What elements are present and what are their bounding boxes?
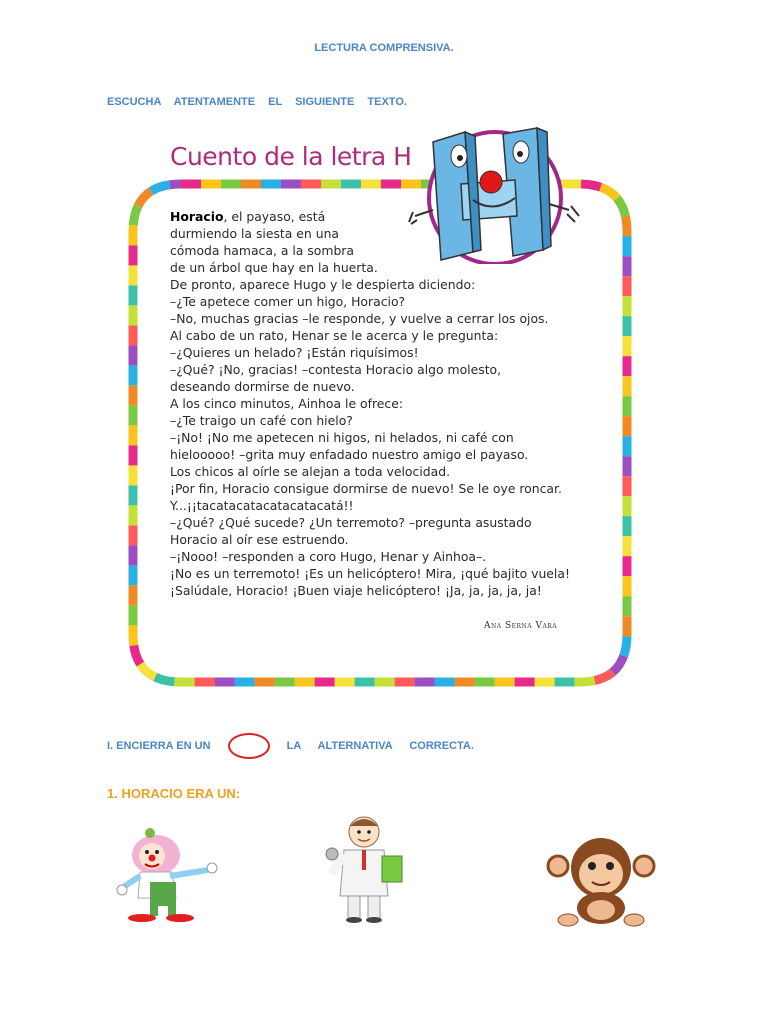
story-line: Y...¡¡tacatacatacatacatacatá!! xyxy=(170,498,354,513)
story-line: –¿Qué? ¡No, gracias! –contesta Horacio algo molesto, xyxy=(170,362,502,377)
question-1: 1. HORACIO ERA UN: xyxy=(107,786,241,801)
story-first-line: Horacio, el payaso, está xyxy=(170,209,326,224)
section-instruction: I. ENCIERRA EN UN LA ALTERNATIVA CORRECTA. xyxy=(107,733,474,759)
story-line: deseando dormirse de nuevo. xyxy=(170,379,355,394)
story-line: –No, muchas gracias –le responde, y vuelve a cerrar los ojos. xyxy=(170,311,549,326)
story-title: Cuento de la letra H xyxy=(170,142,412,171)
story-line: Al cabo de un rato, Henar se le acerca y le pregunta: xyxy=(170,328,499,343)
story-line: cómoda hamaca, a la sombra xyxy=(170,243,354,258)
monkey-option-icon[interactable] xyxy=(546,836,656,928)
story-text xyxy=(170,208,590,599)
page-title: LECTURA COMPRENSIVA. xyxy=(314,42,454,54)
story-author: Ana Serna Vara xyxy=(484,621,558,631)
red-circle-icon xyxy=(228,733,270,759)
instruction-text: ESCUCHA ATENTAMENTE EL SIGUIENTE TEXTO. xyxy=(107,96,407,108)
story-line: –¿Te traigo un café con hielo? xyxy=(170,413,353,428)
story-line: A los cinco minutos, Ainhoa le ofrece: xyxy=(170,396,404,411)
story-line: –¿Quieres un helado? ¡Están riquísimos! xyxy=(170,345,419,360)
story-line: ¡Por fin, Horacio consigue dormirse de nuevo! Se le oye roncar. xyxy=(170,481,562,496)
story-first-word: Horacio xyxy=(170,209,224,224)
story-line: De pronto, aparece Hugo y le despierta diciendo: xyxy=(170,277,476,292)
story-line: Horacio al oír ese estruendo. xyxy=(170,532,349,547)
story-line: de un árbol que hay en la huerta. xyxy=(170,260,378,275)
story-line: –¿Te apetece comer un higo, Horacio? xyxy=(170,294,406,309)
story-line: –¡No! ¡No me apetecen ni higos, ni helados, ni café con xyxy=(170,430,514,445)
story-line: –¡Nooo! –responden a coro Hugo, Henar y Ainhoa–. xyxy=(170,549,487,564)
story-line: Los chicos al oírle se alejan a toda velocidad. xyxy=(170,464,451,479)
story-line: durmiendo la siesta en una xyxy=(170,226,340,241)
doctor-option-icon[interactable] xyxy=(318,812,414,924)
story-line: hielooooo! –grita muy enfadado nuestro amigo el payaso. xyxy=(170,447,529,462)
story-line: ¡Salúdale, Horacio! ¡Buen viaje helicóptero! ¡Ja, ja, ja, ja, ja! xyxy=(170,583,542,598)
story-line: –¿Qué? ¿Qué sucede? ¿Un terremoto? –pregunta asustado xyxy=(170,515,532,530)
clown-option-icon[interactable] xyxy=(116,822,232,924)
story-line: ¡No es un terremoto! ¡Es un helicóptero! Mira, ¡qué bajito vuela! xyxy=(170,566,570,581)
